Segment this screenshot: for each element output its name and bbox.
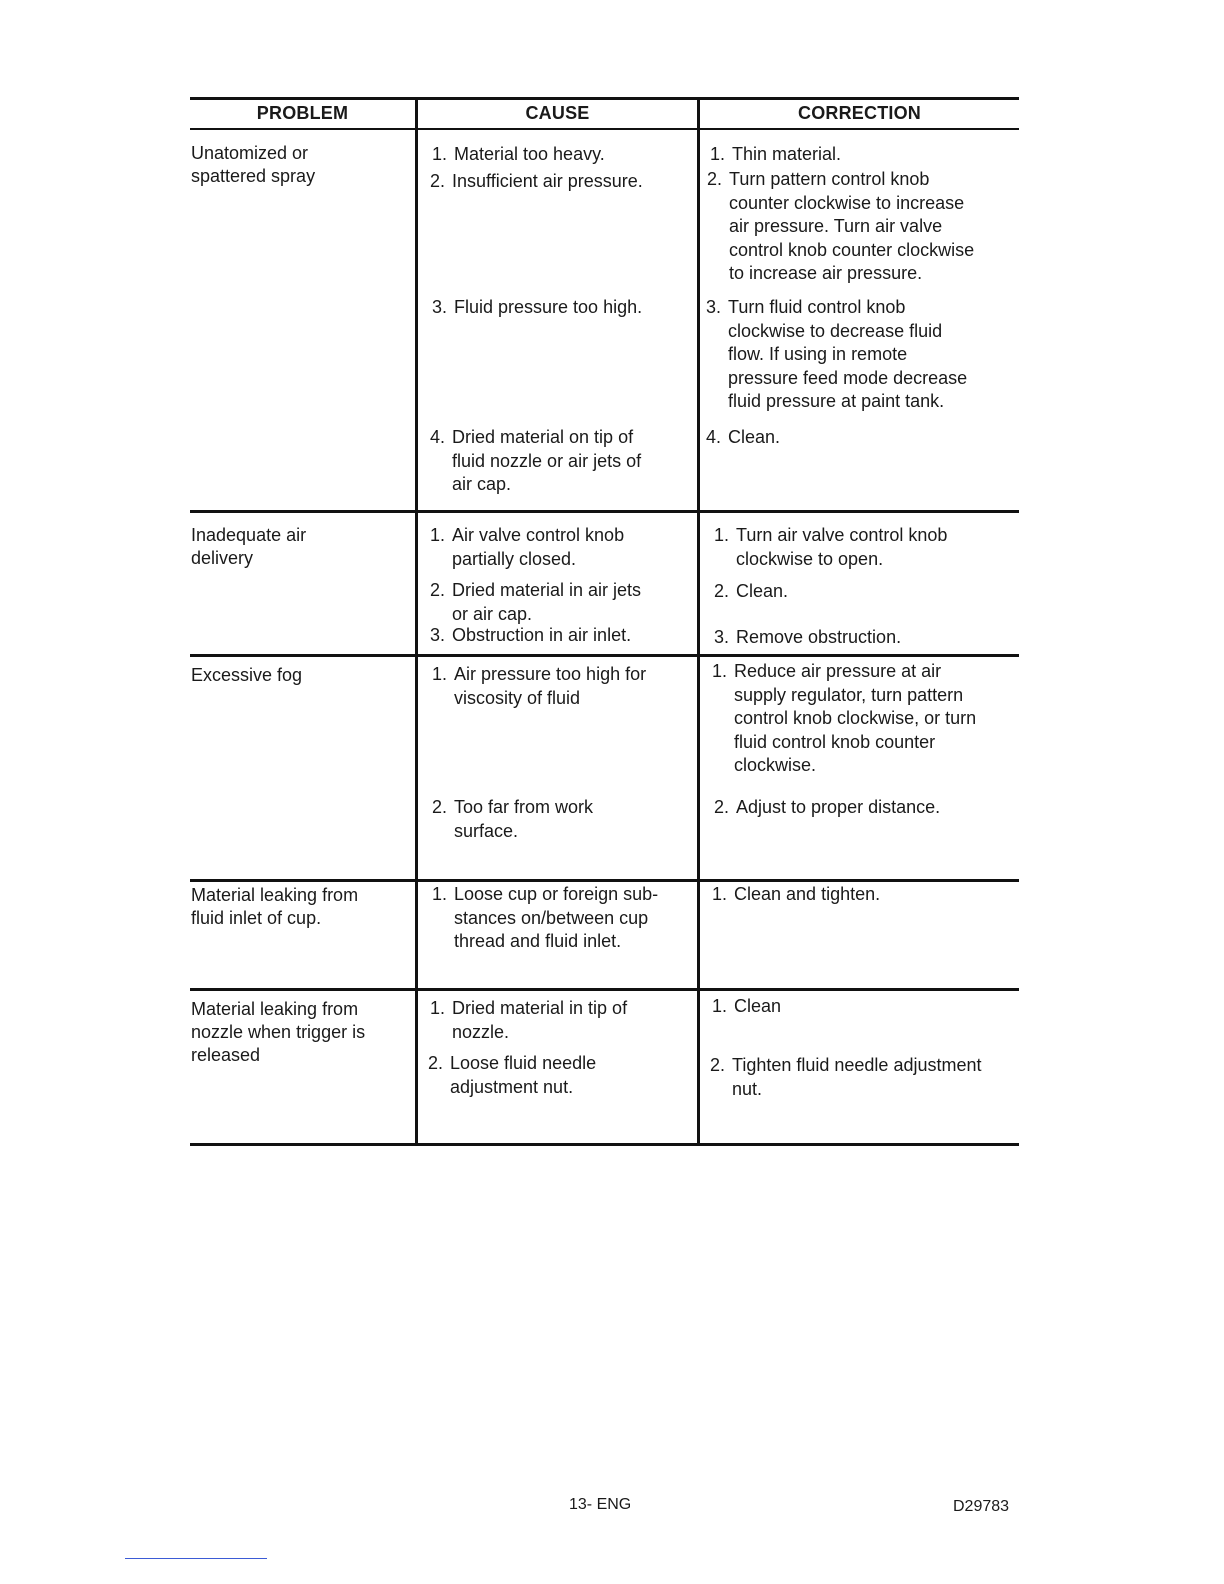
correction-item: 1. Clean — [712, 996, 782, 1016]
cause-item: 1. Loose cup or foreign sub- stances on/between cup thread and fluid inlet. — [432, 884, 659, 951]
document-code: D29783 — [953, 1498, 1010, 1515]
correction-item: 2. Adjust to proper distance. — [714, 797, 941, 817]
cause-item: 1. Material too heavy. — [432, 144, 605, 164]
cause-item: 2. Too far from work surface. — [432, 797, 594, 841]
problem-cell: Material leaking from fluid inlet of cup. — [191, 885, 359, 928]
row-divider — [190, 510, 1019, 513]
problem-cell: Material leaking from nozzle when trigger is released — [191, 999, 366, 1065]
correction-item: 2. Clean. — [714, 581, 789, 601]
correction-item: 3. Remove obstruction. — [714, 627, 902, 647]
cause-item: 3. Obstruction in air inlet. — [430, 625, 632, 645]
table-bottom-rule — [190, 1143, 1019, 1146]
cause-item: 2. Insufficient air pressure. — [430, 171, 643, 191]
row-divider — [190, 879, 1019, 882]
row-divider — [190, 654, 1019, 657]
cause-item: 2. Dried material in air jets or air cap. — [430, 580, 642, 624]
header-problem: PROBLEM — [256, 102, 349, 123]
decorative-rule — [125, 1558, 267, 1559]
correction-item: 2. Tighten fluid needle adjustment nut. — [710, 1055, 982, 1099]
correction-item: 1. Turn air valve control knob clockwise to open. — [714, 525, 948, 569]
correction-item: 2. Turn pattern control knob counter clockwise to increase air pressure. Turn air valve control knob counter clockwise to increase air pressure. — [707, 169, 975, 283]
correction-item: 3. Turn fluid control knob clockwise to decrease fluid flow. If using in remote pressure feed mode decrease fluid pressure at paint tank. — [706, 297, 968, 411]
correction-item: 1. Clean and tighten. — [712, 884, 881, 904]
cause-item: 1. Air pressure too high for viscosity of fluid — [432, 664, 647, 708]
correction-item: 1. Reduce air pressure at air supply regulator, turn pattern control knob clockwise, or turn fluid control knob counter clockwise. — [712, 661, 977, 775]
correction-item: 1. Thin material. — [710, 144, 842, 164]
cause-item: 4. Dried material on tip of fluid nozzle or air jets of air cap. — [430, 427, 642, 494]
row-divider — [190, 988, 1019, 991]
correction-item: 4. Clean. — [706, 427, 781, 447]
problem-cell: Excessive fog — [191, 665, 303, 685]
header-cause: CAUSE — [525, 102, 590, 123]
problem-cell: Inadequate air delivery — [191, 525, 307, 568]
cause-item: 2. Loose fluid needle adjustment nut. — [428, 1053, 597, 1097]
column-divider — [697, 97, 700, 1146]
cause-item: 1. Dried material in tip of nozzle. — [430, 998, 628, 1042]
column-divider — [415, 97, 418, 1146]
cause-item: 3. Fluid pressure too high. — [432, 297, 643, 317]
header-correction: CORRECTION — [798, 102, 921, 123]
page-number: 13- ENG — [569, 1496, 632, 1513]
cause-item: 1. Air valve control knob partially closed. — [430, 525, 625, 569]
problem-cell: Unatomized or spattered spray — [191, 143, 316, 186]
